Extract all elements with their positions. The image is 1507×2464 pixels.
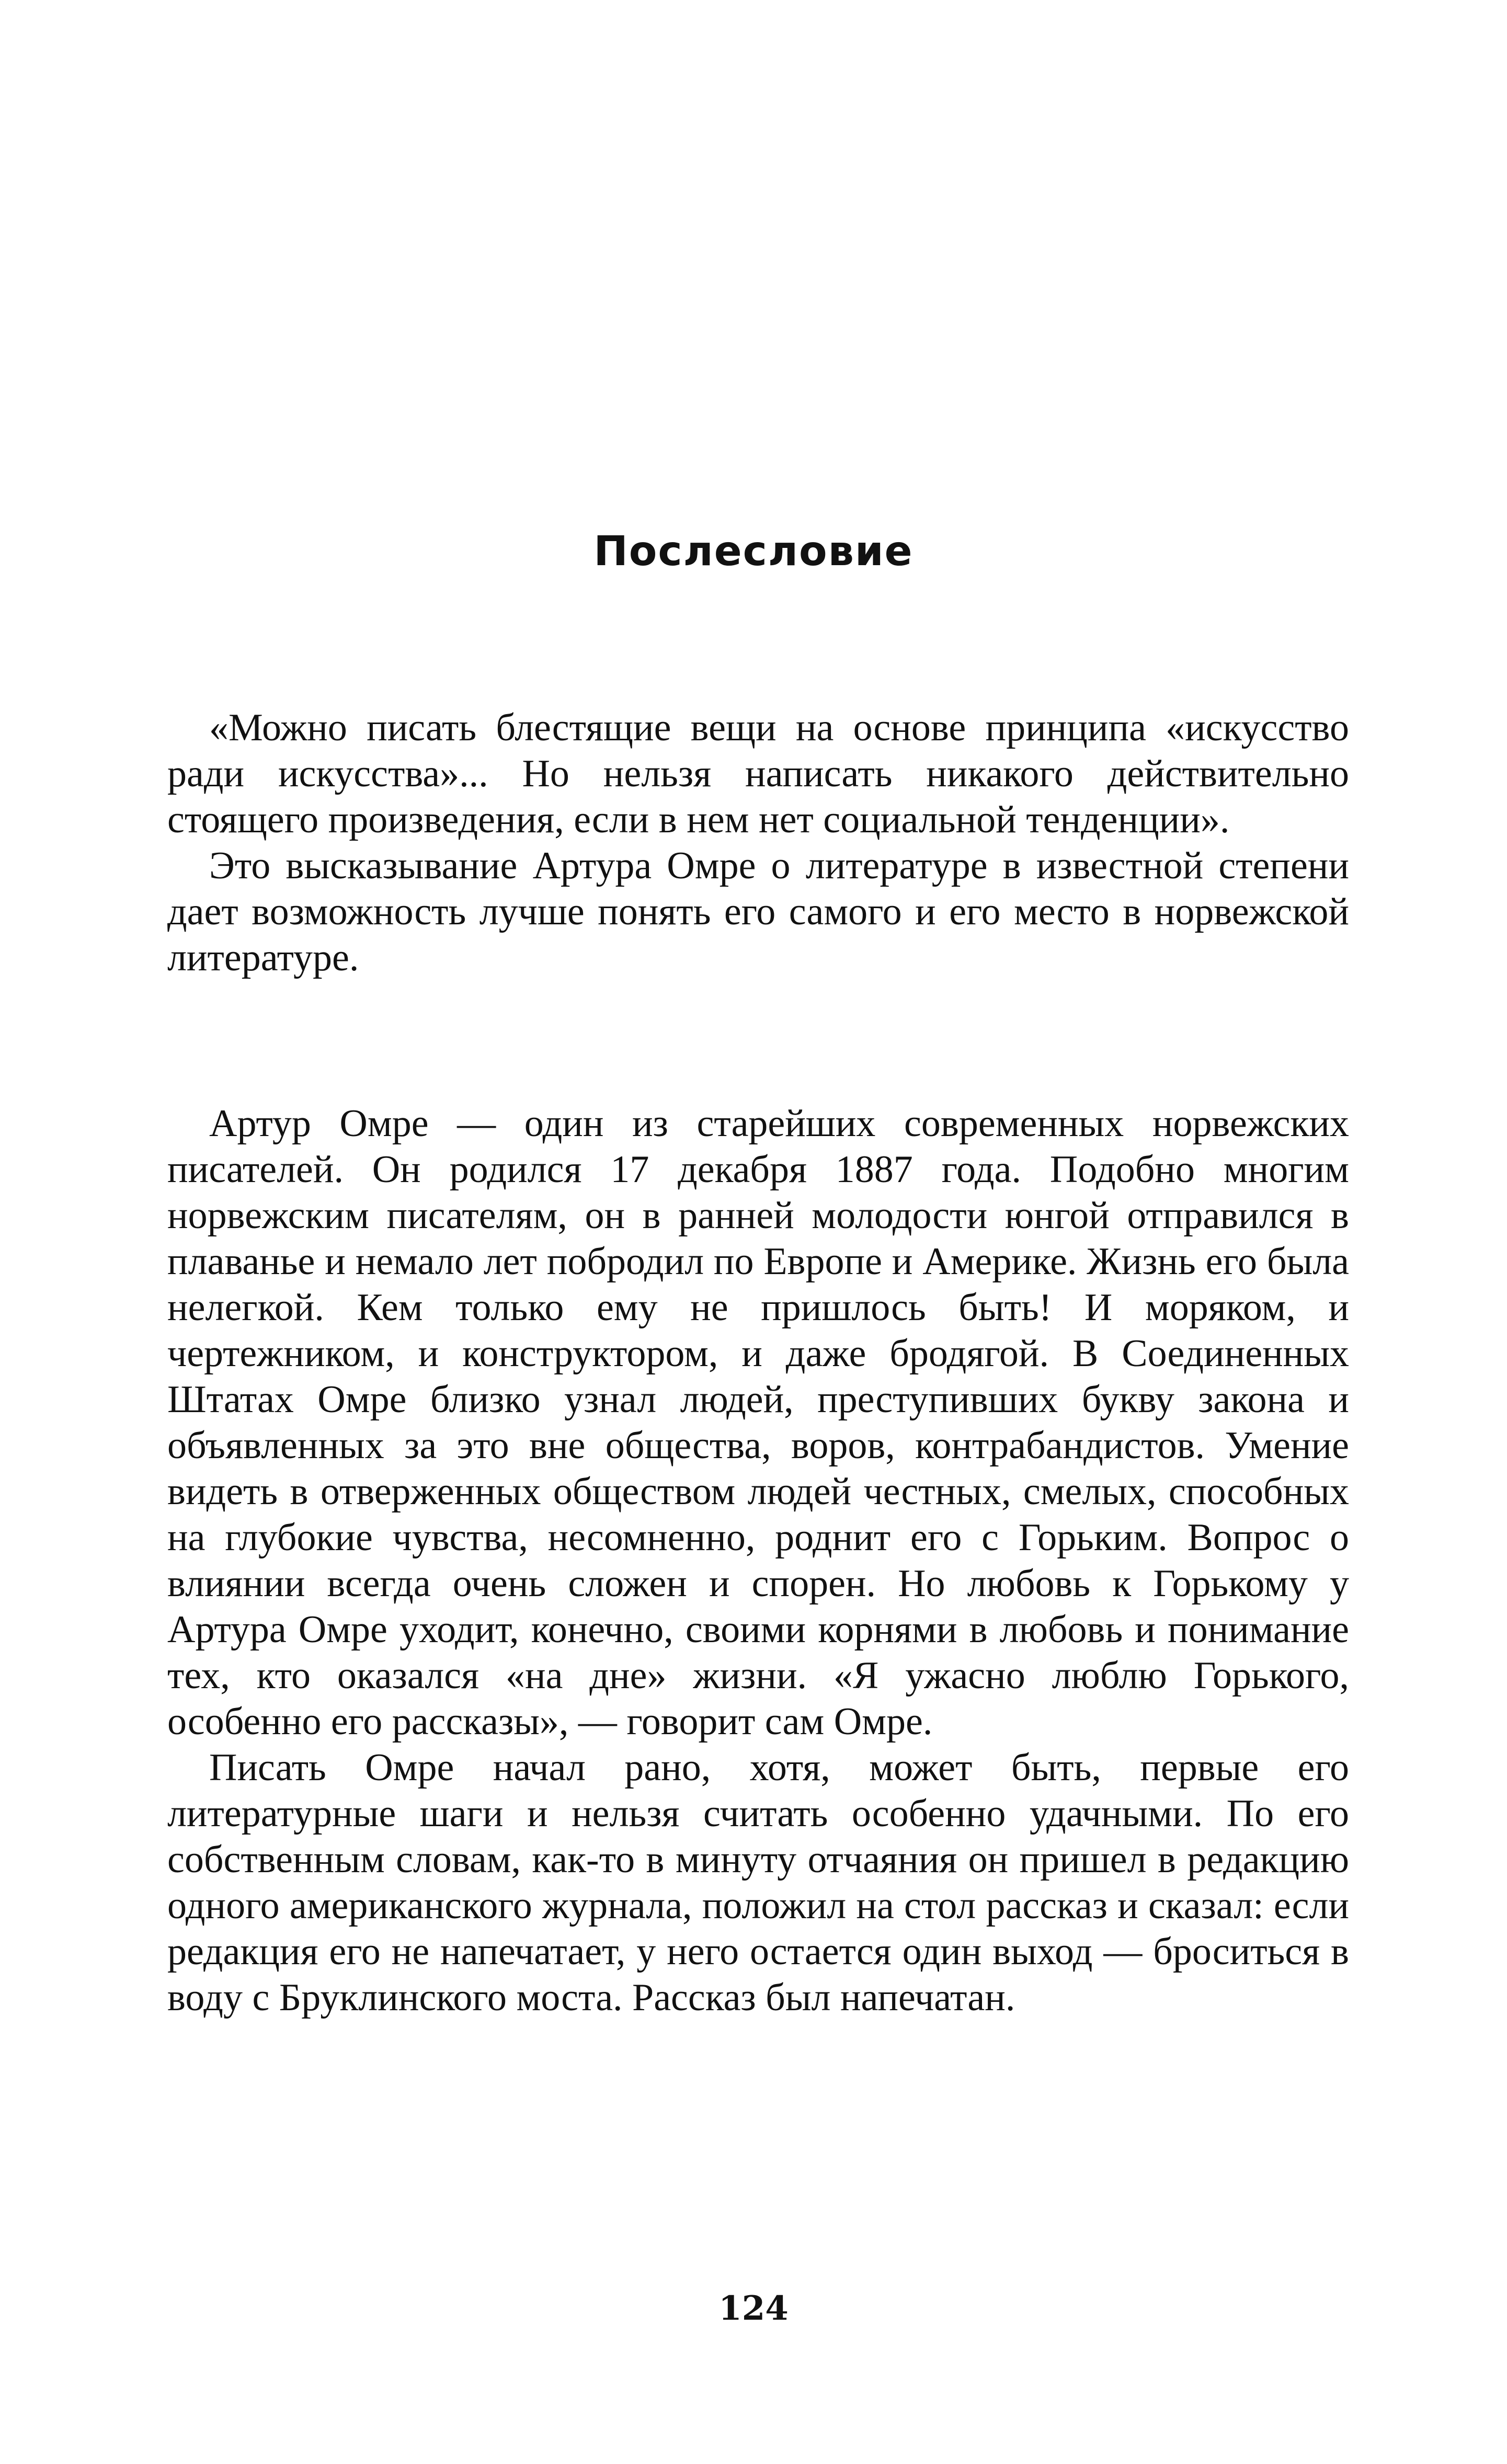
main-text-section — [167, 1101, 1349, 2021]
chapter-title: Послесловие — [593, 528, 914, 575]
epigraph-section — [167, 705, 1349, 981]
page-number: 124 — [718, 2289, 789, 2328]
paragraph: «Можно писать блестящие вещи на основе принципа «искусство ради искусства»... Но нельзя написать никакого действительно стоящего произведения, если в нем нет социальной тенденции». — [167, 706, 1349, 841]
paragraph: Это высказывание Артура Омре о литературе в известной степени дает возможность лучше понять его самого и его место в норвежской литературе. — [167, 844, 1349, 979]
paragraph: Писать Омре начал рано, хотя, может быть, первые его литературные шаги и нельзя считать особенно удачными. По его собственным словам, как-то в минуту отчаяния он пришел в редакцию одного американского журнала, положил на стол рассказ и сказал: если редакция его не напечатает, у него остается один выход — броситься в воду с Бруклинского моста. Рассказ был напечатан. — [167, 1746, 1349, 2019]
paragraph: Артур Омре — один из старейших современных норвежских писателей. Он родился 17 декабря 1887 года. Подобно многим норвежским писателям, он в ранней молодости юнгой отправился в плаванье и немало лет побродил по Европе и Америке. Жизнь его была нелегкой. Кем только ему не пришлось быть! И моряком, и чертежником, и конструктором, и даже бродягой. В Соединенных Штатах Омре близко узнал людей, преступивших букву закона и объявленных за это вне общества, воров, контрабандистов. Умение видеть в отверженных обществом людей честных, смелых, способных на глубокие чувства, несомненно, роднит его с Горьким. Вопрос о влиянии всегда очень сложен и спорен. Но любовь к Горькому у Артура Омре уходит, конечно, своими корнями в любовь и понимание тех, кто оказался «на дне» жизни. «Я ужасно люблю Горького, особенно его рассказы», — говорит сам Омре. — [167, 1102, 1349, 1743]
